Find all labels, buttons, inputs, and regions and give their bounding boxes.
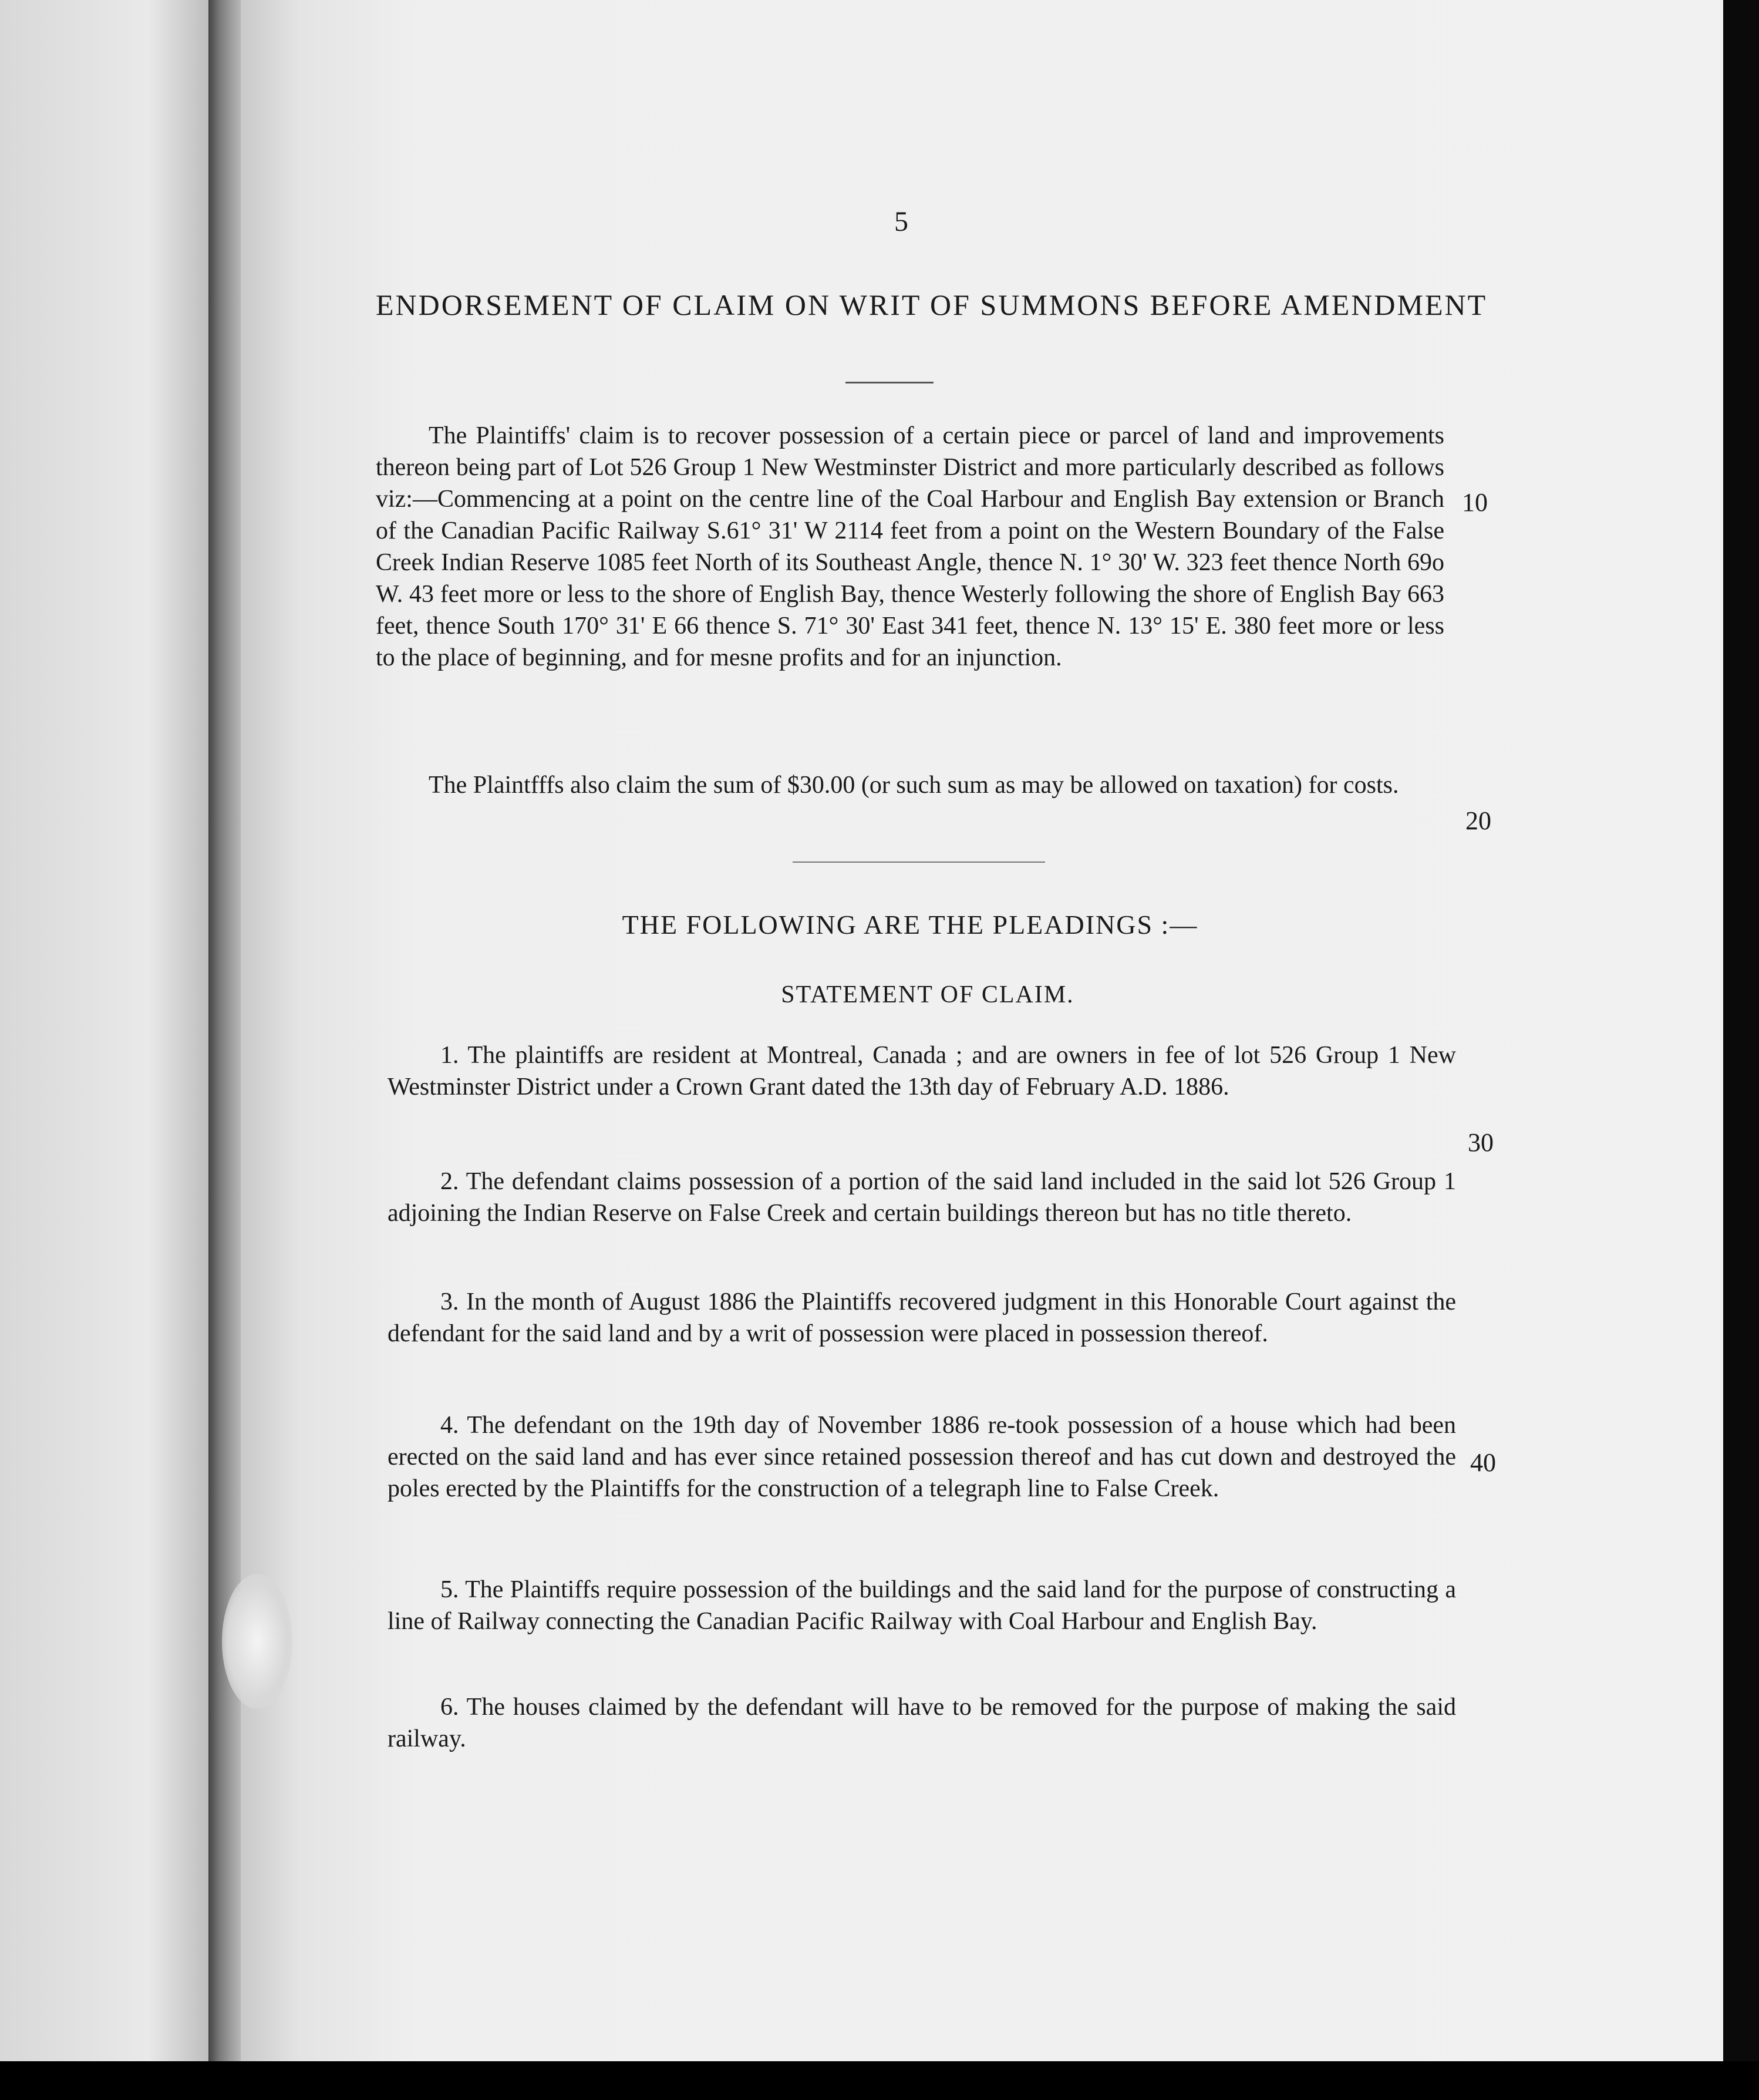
claim-item-2 [387, 1166, 1456, 1229]
item-number: 1. [440, 1042, 459, 1069]
item-text: The defendant on the 19th day of November 1886 re-took possession of a house which had been erected on the said land and has ever since retained possession thereof and has cut down and destroyed the poles erected by the Plaintiffs for the construction of a telegraph line to False Creek. [387, 1412, 1456, 1502]
margin-line-number: 30 [1468, 1128, 1494, 1157]
right-scan-border [1723, 0, 1759, 2061]
page-number: 5 [894, 206, 908, 237]
item-number: 2. [440, 1168, 459, 1195]
pleadings-heading: THE FOLLOWING ARE THE PLEADINGS :— [622, 910, 1198, 940]
claim-item-3 [387, 1286, 1456, 1349]
endorsement-heading: ENDORSEMENT OF CLAIM ON WRIT OF SUMMONS BEFORE AMENDMENT [376, 288, 1488, 321]
margin-line-number: 10 [1462, 488, 1488, 517]
item-number: 4. [440, 1412, 459, 1439]
item-number: 5. [440, 1576, 459, 1603]
claim-item-5 [387, 1574, 1456, 1637]
divider-rule [845, 382, 934, 383]
item-text: In the month of August 1886 the Plaintiffs recovered judgment in this Honorable Court against the defendant for the said land and by a writ of possession were placed in possession thereof. [387, 1288, 1457, 1347]
item-text: The Plaintiffs require possession of the buildings and the said land for the purpose of constructing a line of Railway connecting the Canadian Pacific Railway with Coal Harbour and English Bay. [387, 1576, 1457, 1635]
margin-line-number: 20 [1465, 806, 1491, 835]
left-page-edge [0, 0, 211, 2061]
item-text: The houses claimed by the defendant will have to be removed for the purpose of making the said railway. [387, 1694, 1456, 1752]
endorsement-paragraph: The Plaintiffs' claim is to recover possession of a certain piece or parcel of land and improvements thereon being part of Lot 526 Group 1 New Westminster District and more particularly described as follows viz:—Commencing at a point on the centre line of the Coal Harbour and English Bay extension or Branch of the Canadian Pacific Railway S.61° 31' W 2114 feet from a point on the Western Boundary of the False Creek Indian Reserve 1085 feet North of its Southeast Angle, thence N. 1° 30' W. 323 feet thence North 69o W. 43 feet more or less to the shore of English Bay, thence Westerly following the shore of English Bay 663 feet, thence South 170° 31' E 66 thence S. 71° 30' East 341 feet, thence N. 13° 15' E. 380 feet more or less to the place of beginning, and for mesne profits and for an injunction. [376, 422, 1444, 671]
statement-heading: STATEMENT OF CLAIM. [781, 981, 1074, 1008]
divider-rule [793, 861, 1045, 863]
item-text: The defendant claims possession of a portion of the said land included in the said lot 526 Group 1 adjoining the Indian Reserve on False Creek and certain buildings thereon but has no title thereto. [387, 1168, 1456, 1227]
item-text: The plaintiffs are resident at Montreal, Canada ; and are owners in fee of lot 526 Group 1 New Westminster District under a Crown Grant dated the 13th day of February A.D. 1886. [387, 1042, 1456, 1101]
claim-item-4 [387, 1409, 1456, 1505]
costs-paragraph: The Plaintfffs also claim the sum of $30.00 (or such sum as may be allowed on taxation) for costs. [429, 772, 1399, 799]
book-gutter [208, 0, 244, 2061]
page-stain [222, 1574, 292, 1709]
margin-line-number: 40 [1470, 1448, 1496, 1477]
claim-item-1 [387, 1039, 1456, 1103]
bottom-scan-border [0, 2061, 1759, 2100]
item-number: 3. [440, 1288, 459, 1315]
claim-item-6 [387, 1691, 1456, 1755]
item-number: 6. [440, 1694, 459, 1721]
